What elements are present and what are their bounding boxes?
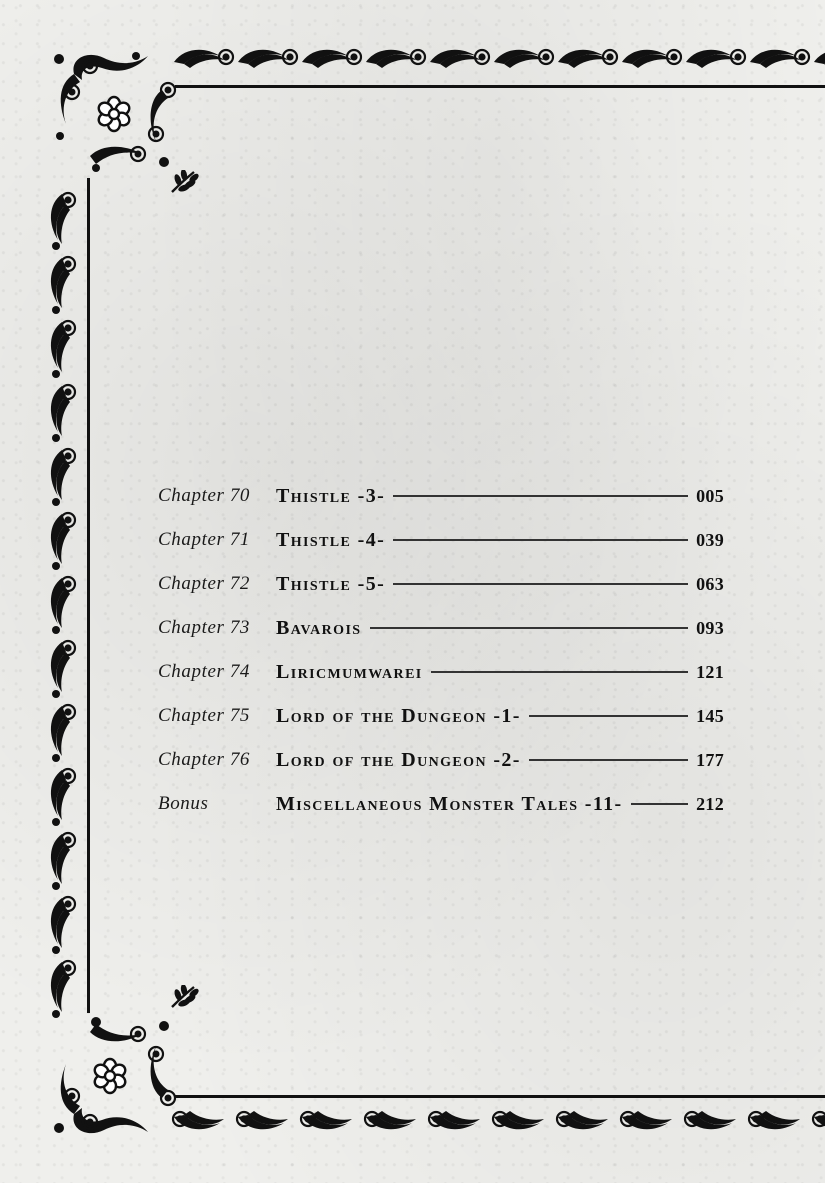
chapter-title: Lord of the Dungeon -1- <box>276 704 521 727</box>
leader-line <box>529 759 688 761</box>
toc-entry <box>158 474 724 518</box>
leader-line <box>370 627 689 629</box>
border-top-rule <box>175 85 825 88</box>
page-number: 063 <box>696 573 724 594</box>
page-number: 121 <box>696 661 724 682</box>
border-top-scroll-band <box>170 44 825 76</box>
page-number: 039 <box>696 529 724 550</box>
page-number: 145 <box>696 705 724 726</box>
page-number: 093 <box>696 617 724 638</box>
leader-line <box>431 671 688 673</box>
chapter-label: Chapter 70 <box>158 485 251 506</box>
toc-entry <box>158 738 724 782</box>
page-number: 005 <box>696 485 724 506</box>
chapter-title: Bavarois <box>276 616 362 639</box>
chapter-label: Bonus <box>158 793 209 814</box>
chapter-title: Thistle -3- <box>276 484 386 507</box>
table-of-contents <box>158 474 724 826</box>
chapter-title: Miscellaneous Monster Tales -11- <box>276 792 623 815</box>
corner-ornament-bottom-left <box>44 1004 179 1144</box>
leader-line <box>529 715 688 717</box>
toc-entry <box>158 562 724 606</box>
border-left-rule <box>87 178 90 1013</box>
leader-line <box>393 495 688 497</box>
chapter-title: Thistle -4- <box>276 528 386 551</box>
leader-line <box>393 539 688 541</box>
toc-entry <box>158 606 724 650</box>
chapter-title: Thistle -5- <box>276 572 386 595</box>
page-number: 177 <box>696 749 724 770</box>
toc-entry <box>158 518 724 562</box>
leader-line <box>393 583 688 585</box>
page-number: 212 <box>696 793 724 814</box>
leader-line <box>631 803 688 805</box>
chapter-label: Chapter 71 <box>158 529 251 550</box>
chapter-label: Chapter 74 <box>158 661 251 682</box>
chapter-label: Chapter 73 <box>158 617 251 638</box>
border-bottom-rule <box>175 1095 825 1098</box>
border-left-scroll-band <box>46 190 82 1020</box>
corner-ornament-top-left <box>44 44 179 184</box>
leaf-sprig-bottom <box>170 985 200 1011</box>
leaf-sprig-top <box>170 170 200 196</box>
chapter-label: Chapter 76 <box>158 749 251 770</box>
chapter-title: Liricmumwarei <box>276 660 423 683</box>
chapter-label: Chapter 72 <box>158 573 251 594</box>
chapter-title: Lord of the Dungeon -2- <box>276 748 521 771</box>
toc-entry <box>158 650 724 694</box>
chapter-label: Chapter 75 <box>158 705 251 726</box>
border-bottom-scroll-band <box>170 1105 825 1137</box>
toc-entry <box>158 694 724 738</box>
toc-entry <box>158 782 724 826</box>
